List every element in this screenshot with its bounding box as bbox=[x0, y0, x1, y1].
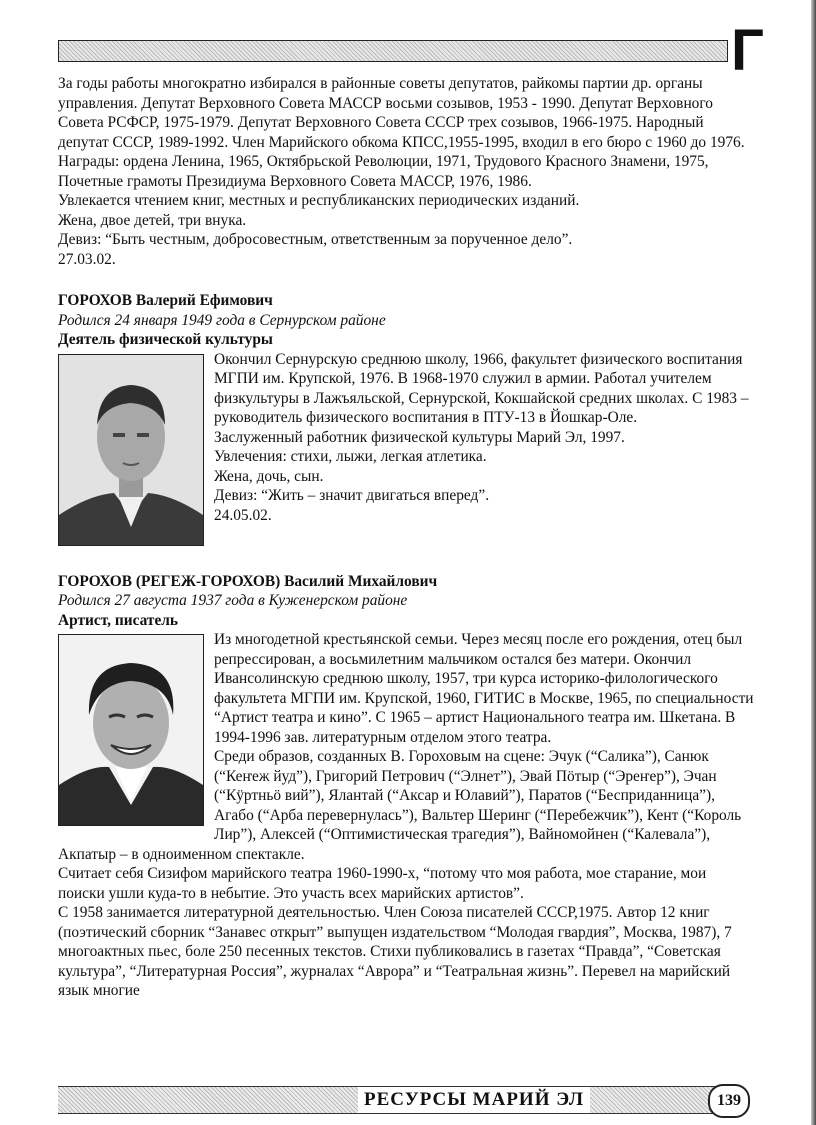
entry-paragraph: 24.05.02. bbox=[214, 506, 272, 524]
entry-birth: Родился 27 августа 1937 года в Куженерском районе bbox=[58, 592, 408, 609]
intro-paragraph: Увлекается чтением книг, местных и республиканских периодических изданий. bbox=[58, 192, 580, 209]
entry-name: ГОРОХОВ (РЕГЕЖ-ГОРОХОВ) Василий Михайлович bbox=[58, 572, 438, 590]
page-number: 139 bbox=[708, 1084, 750, 1118]
entry-birth: Родился 24 января 1949 года в Сернурском районе bbox=[58, 311, 386, 329]
footer-bar bbox=[58, 1086, 738, 1114]
header-decorative-bar bbox=[58, 40, 728, 62]
entry-gorokhov-vasily bbox=[58, 572, 756, 1001]
entry-paragraph: Окончил Сернурскую среднюю школу, 1966, факультет физического воспитания МГПИ им. Крупской, 1976. В 1968-1970 служил в армии. Работал учителем физкультуры в Лажъяльской, Сернурской, Кокшайской средних школах. С 1983 – руководитель физического воспитания в ПТУ-13 в Йошкар-Оле. bbox=[214, 350, 749, 426]
footer-title: РЕСУРСЫ МАРИЙ ЭЛ bbox=[358, 1087, 590, 1113]
intro-text bbox=[58, 74, 756, 269]
intro-paragraph: 27.03.02. bbox=[58, 250, 116, 268]
entry-profession: Деятель физической культуры bbox=[58, 331, 273, 348]
section-letter: Г bbox=[731, 18, 764, 83]
entry-paragraph: Из многодетной крестьянской семьи. Через месяц после его рождения, отец был репрессирован, а восьмилетним мальчиком остался без матери. Окончил Ивансолинскую среднюю школу, 1957, три курса историко-филологического факультета МГПИ им. Крупской, 1960, ГИТИС в Москве, 1965, по специальности “Артист театра и кино”. С 1965 – артист Национального театра им. Шкетана. В 1994-1996 зав. литературным отделом этого театра. bbox=[214, 631, 754, 746]
entry-name: ГОРОХОВ Валерий Ефимович bbox=[58, 292, 273, 309]
portrait-photo bbox=[58, 634, 204, 826]
entry-paragraph: Заслуженный работник физической культуры Марий Эл, 1997. bbox=[214, 428, 625, 446]
page-body bbox=[58, 74, 756, 1001]
page-spine-shadow bbox=[811, 0, 816, 1125]
entry-paragraph: С 1958 занимается литературной деятельностью. Член Союза писателей СССР,1975. Автор 12 книг (поэтический сборник “Занавес открыт” выпущен издательством “Молодая гвардия”, Москва, 1987), 7 многоактных пьес, боле 250 песенных текстов. Стихи публиковались в газетах “Правда”, “Советская культура”, “Литературная Россия”, журналах “Аврора” и “Театральная жизнь”. Перевел на марийский язык многие bbox=[58, 904, 732, 999]
intro-paragraph: За годы работы многократно избирался в районные советы депутатов, райкомы партии др. органы управления. Депутат Верховного Совета МАССР восьми созывов, 1953 - 1990. Депутат Верховного Совета РСФСР, 1975-1979. Депутат Верховного Совета СССР трех созывов, 1966-1975. Народный депутат СССР, 1989-1992. Член Марийского обкома КПСС,1955-1995, входил в его бюро с 1960 до 1976. bbox=[58, 75, 745, 151]
entry-paragraph: Девиз: “Жить – значит двигаться вперед”. bbox=[214, 487, 490, 504]
entry-paragraph: Считает себя Сизифом марийского театра 1960-1990-х, “потому что моя работа, мое старание, мои поиски ушли куда-то в небытие. Это участь всех марийских артистов”. bbox=[58, 865, 707, 902]
intro-paragraph: Награды: ордена Ленина, 1965, Октябрьской Революции, 1971, Трудового Красного Знамени, 1975, Почетные грамоты Президиума Верховного Совета МАССР, 1976, 1986. bbox=[58, 153, 709, 190]
entry-profession: Артист, писатель bbox=[58, 611, 179, 629]
entry-gorokhov-valery bbox=[58, 291, 756, 550]
intro-paragraph: Девиз: “Быть честным, добросовестным, ответственным за порученное дело”. bbox=[58, 231, 573, 248]
entry-paragraph: Жена, дочь, сын. bbox=[214, 467, 324, 485]
entry-paragraph: Увлечения: стихи, лыжи, легкая атлетика. bbox=[214, 448, 487, 465]
intro-paragraph: Жена, двое детей, три внука. bbox=[58, 211, 247, 229]
portrait-photo bbox=[58, 354, 204, 546]
entry-paragraph: Среди образов, созданных В. Гороховым на сцене: Эчук (“Салика”), Санюк (“Кеҥеж йуд”), Григорий Петрович (“Элнет”), Эвай Пӧтыр (“Эреҥер”), Эчан (“Кӱртньӧ вий”), Ялантай (“Аксар и Юлавий”), Паратов (“Бесприданница”), Агабо (“Арба перевернулась”), Вальтер Шеринг (“Перебежчик”), Кент (“Король Лир”), Алексей (“Оптимистическая трагедия”), Вайномойнен (“Калевала”), Акпатыр – в одноименном спектакле. bbox=[58, 748, 742, 863]
